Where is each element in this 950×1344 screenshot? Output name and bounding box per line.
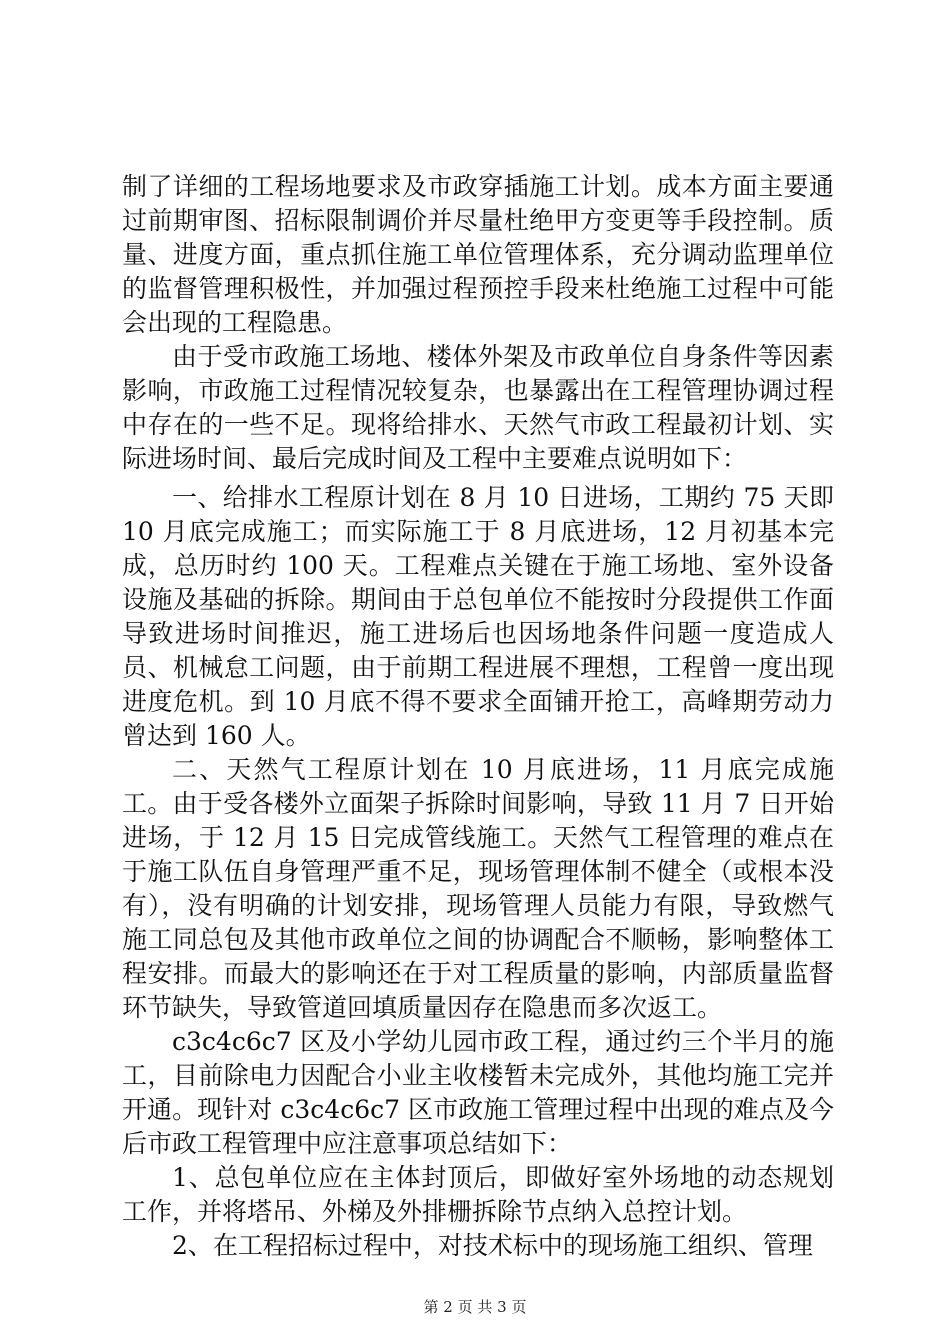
page-footer: 第 2 页 共 3 页 [423,1298,527,1316]
paragraph-5: c3c4c6c7 区及小学幼儿园市政工程，通过约三个半月的施工，目前除电力因配合小业主收楼暂未完成外，其他均施工完并开通。现针对 c3c4c6c7 区市政施工管理过程中出现的难点及今后市政工程管理中应注意事项总结如下： [122,1027,834,1158]
body-text-top [122,170,834,476]
paragraph-2: 由于受市政施工场地、楼体外架及市政单位自身条件等因素影响，市政施工过程情况较复杂，也暴露出在工程管理协调过程中存在的一些不足。现将给排水、天然气市政工程最初计划、实际进场时间、最后完成时间及工程中主要难点说明如下： [122,342,834,473]
body-text-main [122,481,834,1263]
paragraph-6: 1、总包单位应在主体封顶后，即做好室外场地的动态规划工作，并将塔吊、外梯及外排栅拆除节点纳入总控计划。 [122,1163,834,1226]
paragraph-4: 二、天然气工程原计划在 10 月底进场，11 月底完成施工。由于受各楼外立面架子拆除时间影响，导致 11 月 7 日开始进场，于 12 月 15 日完成管线施工。天然气工程管理的难点在于施工队伍自身管理严重不足，现场管理体制不健全（或根本没有），没有明确的计划安排，现场管理人员能力有限，导致燃气施工同总包及其他市政单位之间的协调配合不顺畅，影响整体工程安排。而最大的影响还在于对工程质量的影响，内部质量监督环节缺失，导致管道回填质量因存在隐患而多次返工。 [122,755,834,1022]
paragraph-3: 一、给排水工程原计划在 8 月 10 日进场，工期约 75 天即 10 月底完成施工；而实际施工于 8 月底进场，12 月初基本完成，总历时约 100 天。工程难点关键在于施工场地、室外设备设施及基础的拆除。期间由于总包单位不能按时分段提供工作面导致进场时间推迟，施工进场后也因场地条件问题一度造成人员、机械怠工问题，由于前期工程进展不理想，工程曾一度出现进度危机。到 10 月底不得不要求全面铺开抢工，高峰期劳动力曾达到 160 人。 [122,483,834,750]
paragraph-7: 2、在工程招标过程中，对技术标中的现场施工组织、管理 [172,1231,813,1260]
paragraph-1: 制了详细的工程场地要求及市政穿插施工计划。成本方面主要通过前期审图、招标限制调价并尽量杜绝甲方变更等手段控制。质量、进度方面，重点抓住施工单位管理体系，充分调动监理单位的监督管理积极性，并加强过程预控手段来杜绝施工过程中可能会出现的工程隐患。 [122,172,834,337]
